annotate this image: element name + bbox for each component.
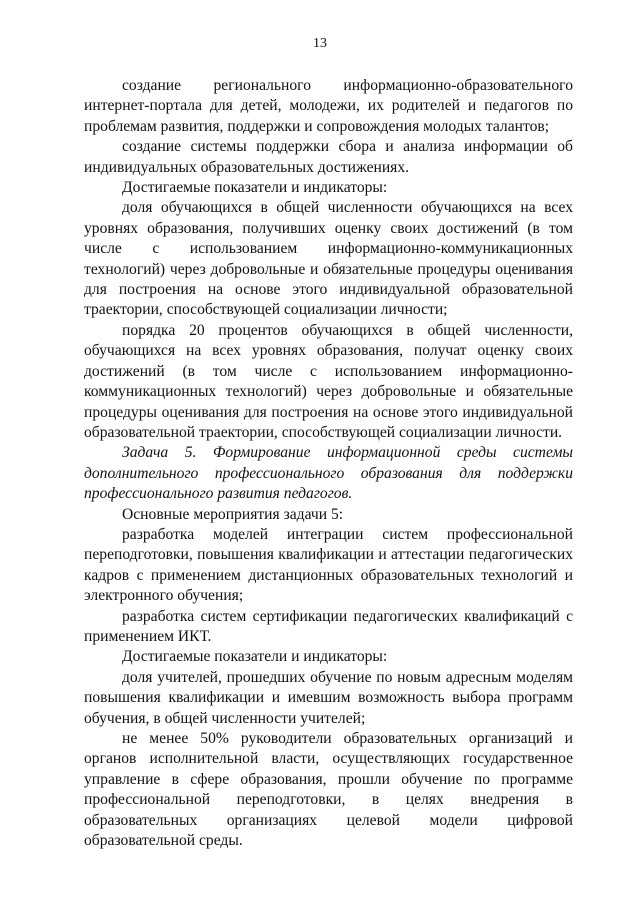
paragraph-indicator-20-percent: порядка 20 процентов обучающихся в общей численности, обучающихся на всех уровнях образования, получат оценку своих достижений (в том числе с использованием информационно-коммуникационных технологий) через добровольные и обязательные процедуры оценивания для построения на основе этого индивидуальной образовательной траектории, способствующей социализации личности. bbox=[84, 321, 573, 441]
paragraph-integration-models: разработка моделей интеграции систем профессиональной переподготовки, повышения квалификации и аттестации педагогических кадров с применением дистанционных образовательных технологий и электронного обучения; bbox=[84, 525, 573, 605]
paragraph-indicators-heading-2: Достигаемые показатели и индикаторы: bbox=[122, 648, 388, 666]
paragraph-indicator-teachers: доля учителей, прошедших обучение по новым адресным моделям повышения квалификации и имевшим возможность выбора программ обучения, в общей численности учителей; bbox=[84, 668, 573, 727]
paragraph-certification-systems: разработка систем сертификации педагогических квалификаций с применением ИКТ. bbox=[84, 607, 573, 645]
paragraph-indicators-heading: Достигаемые показатели и индикаторы: bbox=[122, 179, 388, 197]
paragraph-indicator-share-students: доля обучающихся в общей численности обучающихся на всех уровнях образования, получивших оценку своих достижений (в том числе с использованием информационно-коммуникационных технологий) через добровольные и обязательные процедуры оценивания для построения на основе этого индивидуальной образовательной траектории, способствующей социализации личности; bbox=[84, 199, 573, 319]
paragraph-support-system: создание системы поддержки сбора и анализа информации об индивидуальных образовательных достижениях. bbox=[84, 138, 573, 176]
document-body bbox=[84, 76, 573, 851]
paragraph-regional-portal: создание регионального информационно-образовательного интернет-портала для детей, молодежи, их родителей и педагогов по проблемам развития, поддержки и сопровождения молодых талантов; bbox=[84, 77, 573, 135]
paragraph-indicator-50-percent: не менее 50% руководители образовательных организаций и органов исполнительной власти, осуществляющих государственное управление в сфере образования, прошли обучение по программе профессиональной переподготовки, в целях внедрения в образовательных организациях целевой модели цифровой образовательной среды. bbox=[84, 730, 573, 850]
paragraph-task-5-activities: Основные мероприятия задачи 5: bbox=[122, 505, 344, 523]
page-number: 13 bbox=[313, 36, 327, 51]
task-5-heading: Задача 5. Формирование информационной среды системы дополнительного профессионального образования для поддержки профессионального развития педагогов. bbox=[84, 444, 573, 503]
